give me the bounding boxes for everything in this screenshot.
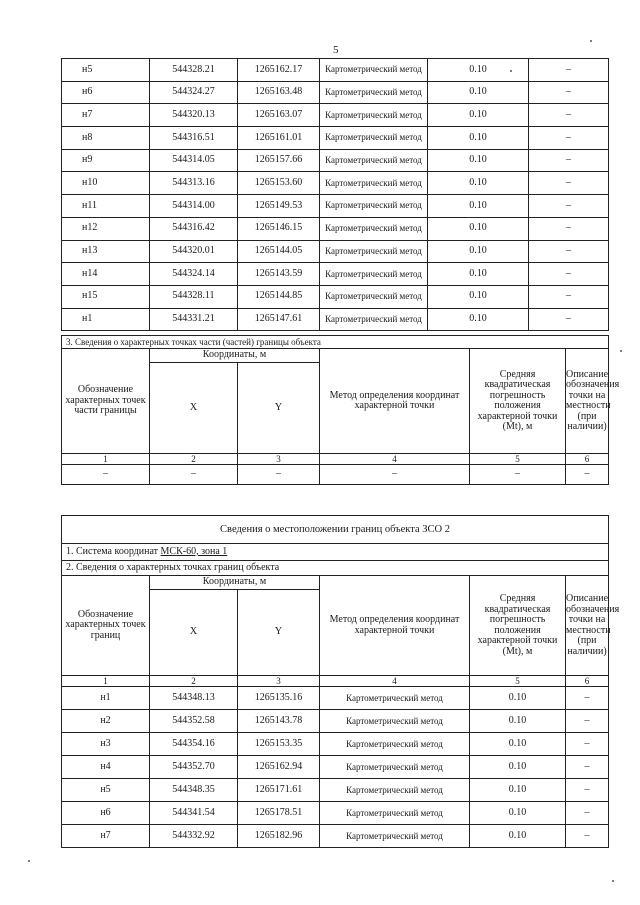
cell-method: Картометрический метод [320,263,428,286]
cell-x-coordinate: 544316.42 [150,217,238,240]
cell-point-id: н7 [62,104,150,127]
coordinate-system-value: МСК-60, зона 1 [160,545,228,557]
cell-method: Картометрический метод [320,127,428,150]
cell-description: – [566,465,609,485]
cell-point-id: н14 [62,263,150,286]
cell-point-id: н4 [62,756,150,779]
part-boundary-points-table [61,335,620,485]
cell-error: 0.10 [470,687,566,710]
cell-description: – [566,687,609,710]
header-y: Y [238,363,320,454]
cell-method: Картометрический метод [320,825,470,848]
cell-method: Картометрический метод [320,81,428,104]
cell-point-id: н1 [62,308,150,331]
cell-x-coordinate: 544324.14 [150,263,238,286]
cell-x-coordinate: 544324.27 [150,81,238,104]
cell-description: – [529,59,609,82]
cell-x-coordinate: 544352.58 [150,710,238,733]
zso2-header-point: Обозначение характерных точек границ [62,576,150,676]
cell-error: 0.10 [428,240,529,263]
column-number: 4 [320,454,470,465]
cell-error: 0.10 [428,308,529,331]
cell-error: 0.10 [428,172,529,195]
column-number: 3 [238,676,320,687]
header-error: Средняя квадратическая погрешность положения характерной точки (Mt), м [470,349,566,454]
cell-point-id: н5 [62,59,150,82]
cell-y-coordinate: 1265162.17 [238,59,320,82]
cell-method: Картометрический метод [320,195,428,218]
cell-point-id: н3 [62,733,150,756]
table-row [62,127,609,150]
column-number: 6 [566,454,609,465]
cell-method: Картометрический метод [320,149,428,172]
cell-method: Картометрический метод [320,733,470,756]
column-number: 1 [62,454,150,465]
scan-speck [28,860,30,862]
cell-y-coordinate: 1265153.60 [238,172,320,195]
cell-error: 0.10 [428,217,529,240]
table-row [62,172,609,195]
cell-method: Картометрический метод [320,756,470,779]
cell-y-coordinate: 1265146.15 [238,217,320,240]
cell-error: 0.10 [428,59,529,82]
zso2-header-method: Метод определения координат характерной точки [320,576,470,676]
cell-method: Картометрический метод [320,687,470,710]
table-row [62,240,609,263]
cell-x-coordinate: 544354.16 [150,733,238,756]
cell-method: Картометрический метод [320,59,428,82]
cell-x-coordinate: 544348.13 [150,687,238,710]
cell-description: – [529,104,609,127]
cell-description: – [529,308,609,331]
zso2-header-coordinates: Координаты, м [150,576,320,590]
cell-description: – [566,825,609,848]
cell-description: – [529,127,609,150]
table-row [62,756,609,779]
cell-point-id: н15 [62,285,150,308]
cell-x-coordinate: 544332.92 [150,825,238,848]
cell-method: Картометрический метод [320,802,470,825]
cell-method: Картометрический метод [320,285,428,308]
table-row [62,81,609,104]
cell-error: 0.10 [470,710,566,733]
coordinate-system-label: 1. Система координат [66,545,161,557]
cell-error: 0.10 [428,81,529,104]
zso2-header-description: Описание обозначения точки на местности (при наличии) [566,576,609,676]
cell-method: Картометрический метод [320,240,428,263]
table-row [62,104,609,127]
cell-x-coordinate: 544328.21 [150,59,238,82]
cell-x-coordinate: 544316.51 [150,127,238,150]
cell-error: 0.10 [470,802,566,825]
column-number: 4 [320,676,470,687]
table-row [62,733,609,756]
cell-description: – [529,195,609,218]
table-row [62,825,609,848]
cell-point-id: н9 [62,149,150,172]
cell-description: – [566,733,609,756]
cell-point-id: н5 [62,779,150,802]
page-number: 5 [333,44,339,56]
table-row [62,217,609,240]
cell-point-id: н2 [62,710,150,733]
column-number: 5 [470,676,566,687]
cell-method: Картометрический метод [320,308,428,331]
cell-method: Картометрический метод [320,104,428,127]
table-row [62,285,609,308]
cell-y-coordinate: 1265147.61 [238,308,320,331]
cell-method: Картометрический метод [320,779,470,802]
cell-x-coordinate: 544331.21 [150,308,238,331]
cell-method: – [320,465,470,485]
cell-y-coordinate: 1265143.78 [238,710,320,733]
scan-speck [510,70,512,72]
zso2-title: Сведения о местоположении границ объекта ЗСО 2 [62,516,609,544]
cell-y-coordinate: 1265171.61 [238,779,320,802]
cell-point-id: н10 [62,172,150,195]
cell-method: Картометрический метод [320,710,470,733]
table-row [62,308,609,331]
cell-x-coordinate: 544341.54 [150,802,238,825]
zso2-header-error: Средняя квадратическая погрешность положения характерной точки (Mt), м [470,576,566,676]
column-number: 1 [62,676,150,687]
cell-error: 0.10 [470,825,566,848]
cell-error: 0.10 [470,733,566,756]
cell-description: – [529,172,609,195]
cell-method: Картометрический метод [320,172,428,195]
cell-error: 0.10 [428,195,529,218]
cell-error: 0.10 [428,127,529,150]
cell-error: 0.10 [470,779,566,802]
table-row [62,263,609,286]
cell-error: 0.10 [428,263,529,286]
column-number: 2 [150,454,238,465]
cell-y-coordinate: 1265163.48 [238,81,320,104]
cell-description: – [529,263,609,286]
cell-x-coordinate: 544320.13 [150,104,238,127]
cell-point-id: н8 [62,127,150,150]
cell-point-id: н1 [62,687,150,710]
table-row [62,802,609,825]
table-row [62,687,609,710]
column-number: 3 [238,454,320,465]
cell-x-coordinate: 544328.11 [150,285,238,308]
cell-x-coordinate: – [150,465,238,485]
zso2-header-x: X [150,590,238,676]
boundary-points-table-continued [61,58,609,331]
cell-point-id: н6 [62,802,150,825]
cell-description: – [566,756,609,779]
cell-description: – [566,710,609,733]
zso2-header-y: Y [238,590,320,676]
table-row [62,710,609,733]
cell-y-coordinate: 1265163.07 [238,104,320,127]
cell-error: – [470,465,566,485]
cell-y-coordinate: – [238,465,320,485]
column-number: 2 [150,676,238,687]
cell-point-id: н13 [62,240,150,263]
cell-description: – [529,81,609,104]
cell-x-coordinate: 544313.16 [150,172,238,195]
table-row [62,779,609,802]
cell-y-coordinate: 1265149.53 [238,195,320,218]
cell-y-coordinate: 1265153.35 [238,733,320,756]
cell-description: – [529,240,609,263]
header-description: Описание обозначения точки на местности (при наличии) [566,349,609,454]
zso2-boundary-table [61,515,620,848]
cell-x-coordinate: 544348.35 [150,779,238,802]
cell-description: – [566,802,609,825]
zso2-section2-title: 2. Сведения о характерных точках границ объекта [62,561,609,576]
cell-error: 0.10 [470,756,566,779]
coordinate-system [62,544,609,561]
cell-description: – [529,285,609,308]
cell-y-coordinate: 1265157.66 [238,149,320,172]
header-method: Метод определения координат характерной точки [320,349,470,454]
cell-point-id: – [62,465,150,485]
scan-speck [612,880,614,882]
cell-error: 0.10 [428,285,529,308]
cell-description: – [529,149,609,172]
cell-y-coordinate: 1265178.51 [238,802,320,825]
cell-y-coordinate: 1265144.05 [238,240,320,263]
cell-description: – [566,779,609,802]
cell-y-coordinate: 1265161.01 [238,127,320,150]
cell-y-coordinate: 1265162.94 [238,756,320,779]
column-number: 6 [566,676,609,687]
table-row [62,195,609,218]
cell-y-coordinate: 1265143.59 [238,263,320,286]
cell-point-id: н11 [62,195,150,218]
header-coordinates: Координаты, м [150,349,320,363]
column-number: 5 [470,454,566,465]
scan-speck [590,40,592,42]
cell-description: – [529,217,609,240]
table-row [62,59,609,82]
cell-method: Картометрический метод [320,217,428,240]
cell-x-coordinate: 544320.01 [150,240,238,263]
section3-title: 3. Сведения о характерных точках части (частей) границы объекта [62,336,609,349]
cell-y-coordinate: 1265144.85 [238,285,320,308]
cell-y-coordinate: 1265135.16 [238,687,320,710]
cell-error: 0.10 [428,149,529,172]
table-row [62,149,609,172]
cell-x-coordinate: 544314.00 [150,195,238,218]
cell-y-coordinate: 1265182.96 [238,825,320,848]
cell-x-coordinate: 544352.70 [150,756,238,779]
header-point-designation: Обозначение характерных точек части границы [62,349,150,454]
cell-point-id: н7 [62,825,150,848]
cell-point-id: н12 [62,217,150,240]
cell-error: 0.10 [428,104,529,127]
cell-x-coordinate: 544314.05 [150,149,238,172]
scan-speck [620,350,622,352]
cell-point-id: н6 [62,81,150,104]
header-x: X [150,363,238,454]
